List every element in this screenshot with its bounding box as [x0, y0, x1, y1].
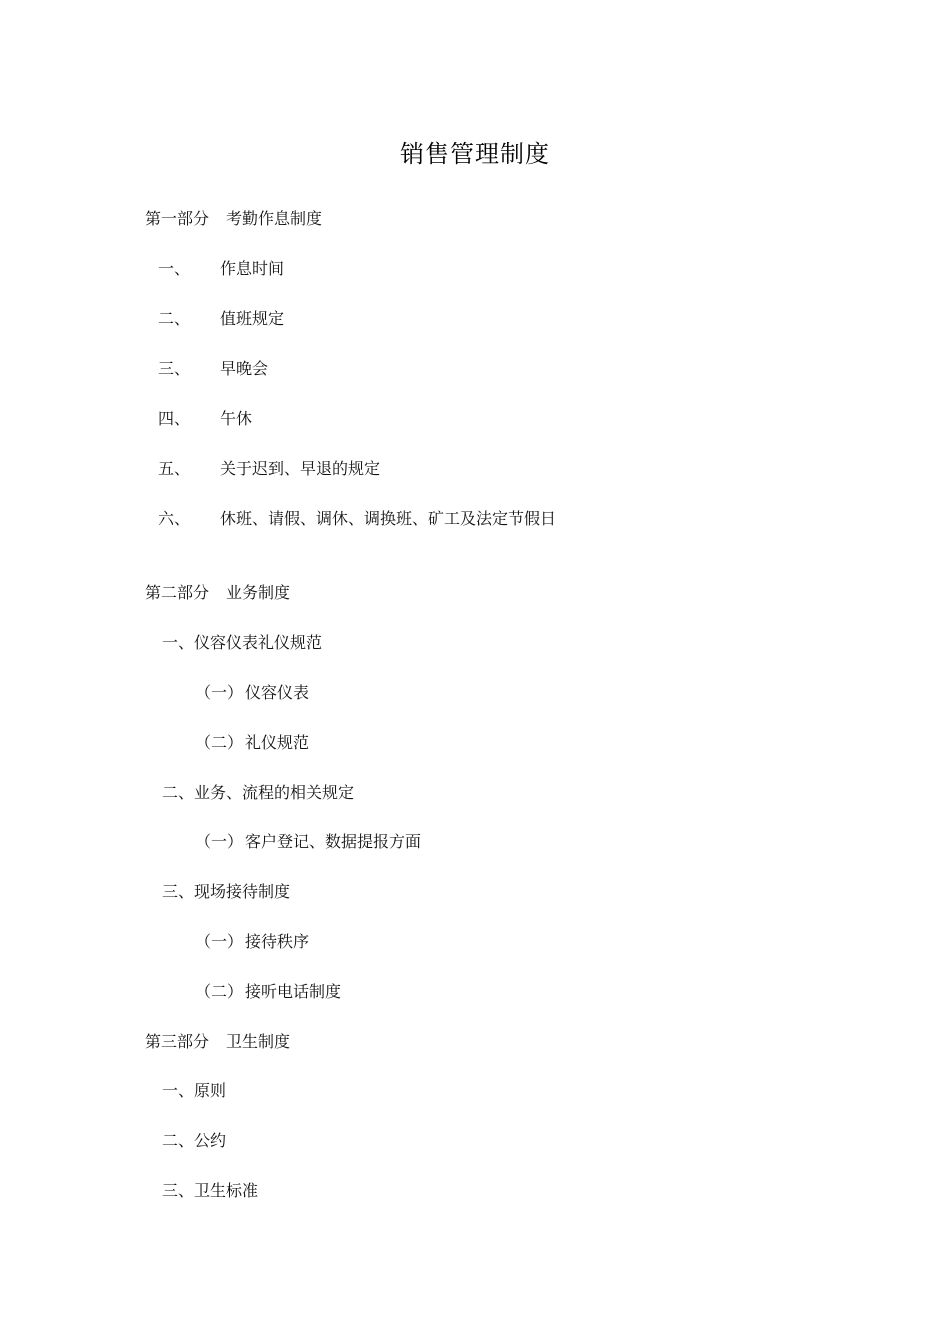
sub-number: （一） [195, 832, 244, 851]
part-1-heading [145, 208, 322, 230]
item-number: 四、 [158, 409, 191, 428]
part-2-section-3-sub-1 [195, 931, 309, 953]
part-2-heading [145, 582, 290, 604]
sub-number: （二） [195, 982, 244, 1001]
item-number: 三、 [158, 359, 191, 378]
part-3-name: 卫生制度 [226, 1032, 291, 1051]
part-2-section-1: 一、仪容仪表礼仪规范 [162, 633, 323, 652]
item-number: 一、 [158, 259, 191, 278]
part-1-item-6 [158, 508, 556, 530]
item-text: 值班规定 [220, 309, 285, 328]
part-2-label: 第二部分 [145, 583, 210, 602]
part-1-item-3 [158, 358, 268, 380]
part-2-section-2: 二、业务、流程的相关规定 [162, 783, 355, 802]
part-3-item-2: 二、公约 [162, 1131, 227, 1150]
part-1-label: 第一部分 [145, 209, 210, 228]
sub-number: （二） [195, 733, 244, 752]
part-1-item-1 [158, 258, 284, 280]
item-text: 关于迟到、早退的规定 [220, 459, 381, 478]
item-text: 作息时间 [220, 259, 285, 278]
part-3-label: 第三部分 [145, 1032, 210, 1051]
item-text: 午休 [220, 409, 253, 428]
part-1-item-2 [158, 308, 284, 330]
part-1-name: 考勤作息制度 [226, 209, 323, 228]
item-text: 休班、请假、调休、调换班、矿工及法定节假日 [220, 509, 557, 528]
sub-text: 客户登记、数据提报方面 [245, 832, 422, 851]
sub-text: 礼仪规范 [245, 733, 310, 752]
part-3-heading [145, 1031, 290, 1053]
part-3-item-1: 一、原则 [162, 1081, 227, 1100]
sub-number: （一） [195, 683, 244, 702]
part-2-section-1-sub-2 [195, 732, 309, 754]
sub-number: （一） [195, 932, 244, 951]
part-2-section-2-sub-1 [195, 831, 421, 853]
part-2-section-3: 三、现场接待制度 [162, 882, 291, 901]
part-3-item-3: 三、卫生标准 [162, 1181, 259, 1200]
part-2-section-3-sub-2 [195, 981, 341, 1003]
sub-text: 仪容仪表 [245, 683, 310, 702]
sub-text: 接听电话制度 [245, 982, 342, 1001]
part-1-item-4 [158, 408, 252, 430]
item-text: 早晚会 [220, 359, 269, 378]
sub-text: 接待秩序 [245, 932, 310, 951]
item-number: 二、 [158, 309, 191, 328]
part-2-name: 业务制度 [226, 583, 291, 602]
item-number: 六、 [158, 509, 191, 528]
part-1-item-5 [158, 458, 380, 480]
document-title: 销售管理制度 [400, 140, 550, 168]
item-number: 五、 [158, 459, 191, 478]
part-2-section-1-sub-1 [195, 682, 309, 704]
